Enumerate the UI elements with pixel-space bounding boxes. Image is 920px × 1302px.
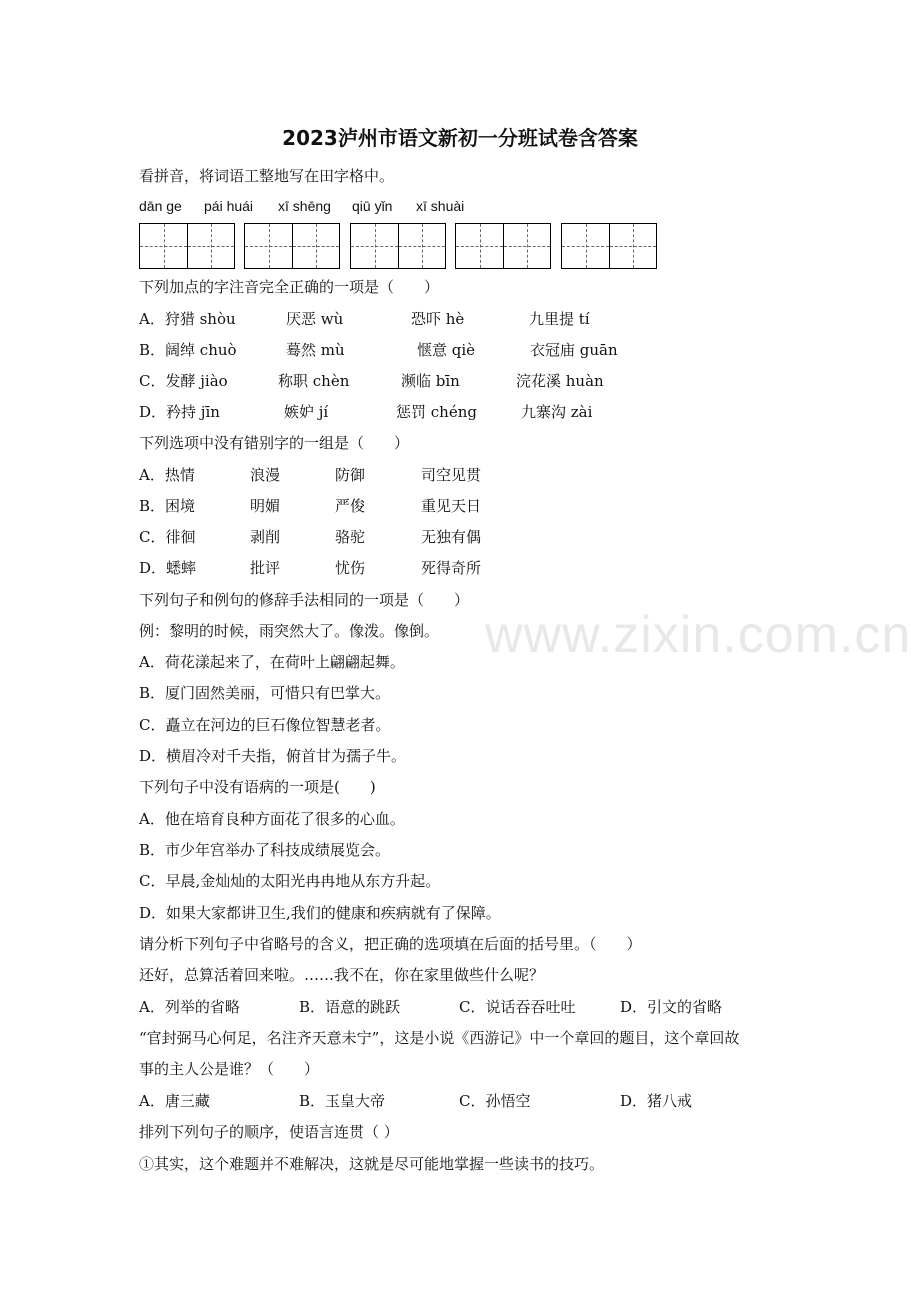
pinyin-4: qiū yǐn <box>352 198 393 214</box>
q3-prompt: 下列选项中没有错别字的一组是（ ） <box>139 434 410 452</box>
q2-prompt: 下列加点的字注音完全正确的一项是（ ） <box>139 278 440 296</box>
tianzige-box-4[interactable] <box>455 223 551 269</box>
q5-option-c: C．早晨,金灿灿的太阳光冉冉地从东方升起。 <box>139 872 441 890</box>
q5-option-b: B．市少年宫举办了科技成绩展览会。 <box>139 841 391 859</box>
watermark: www.zixin.com.cn <box>485 606 912 664</box>
q6-prompt: 请分析下列句子中省略号的含义，把正确的选项填在后面的括号里。（ ） <box>139 935 642 953</box>
q4-option-b: B．厦门固然美丽，可惜只有巴掌大。 <box>139 684 391 702</box>
page-title: 2023泸州市语文新初一分班试卷含答案 <box>282 126 638 150</box>
pinyin-1: dān ge <box>139 198 182 214</box>
q5-option-a: A．他在培育良种方面花了很多的心血。 <box>139 810 405 828</box>
tianzige-box-3[interactable] <box>350 223 446 269</box>
tianzige-box-2[interactable] <box>244 223 340 269</box>
q4-option-c: C．矗立在河边的巨石像位智慧老者。 <box>139 716 391 734</box>
q7-prompt-line1: “官封弼马心何足，名注齐天意未宁”，这是小说《西游记》中一个章回的题目，这个章回故 <box>139 1029 740 1047</box>
q1-prompt: 看拼音，将词语工整地写在田字格中。 <box>139 167 395 185</box>
pinyin-3: xī shēng <box>278 198 331 214</box>
q4-option-d: D．横眉冷对千夫指，俯首甘为孺子牛。 <box>139 747 407 765</box>
pinyin-2: pái huái <box>204 198 254 214</box>
q8-prompt: 排列下列句子的顺序，使语言连贯（ ） <box>139 1123 399 1141</box>
q4-example: 例：黎明的时候，雨突然大了。像泼。像倒。 <box>139 622 440 640</box>
q7-prompt-line2: 事的主人公是谁？（ ） <box>139 1060 320 1078</box>
tianzige-box-5[interactable] <box>561 223 657 269</box>
q6-sentence: 还好，总算活着回来啦。……我不在，你在家里做些什么呢？ <box>139 966 545 984</box>
q5-option-d: D．如果大家都讲卫生,我们的健康和疾病就有了保障。 <box>139 904 501 922</box>
pinyin-5: xī shuài <box>416 198 465 214</box>
tianzige-box-1[interactable] <box>139 223 235 269</box>
q4-option-a: A．荷花漾起来了，在荷叶上翩翩起舞。 <box>139 653 405 671</box>
q4-prompt: 下列句子和例句的修辞手法相同的一项是（ ） <box>139 591 470 609</box>
q8-sentence-1: ①其实，这个难题并不难解决，这就是尽可能地掌握一些读书的技巧。 <box>139 1155 605 1173</box>
q5-prompt: 下列句子中没有语病的一项是( ) <box>139 778 376 796</box>
